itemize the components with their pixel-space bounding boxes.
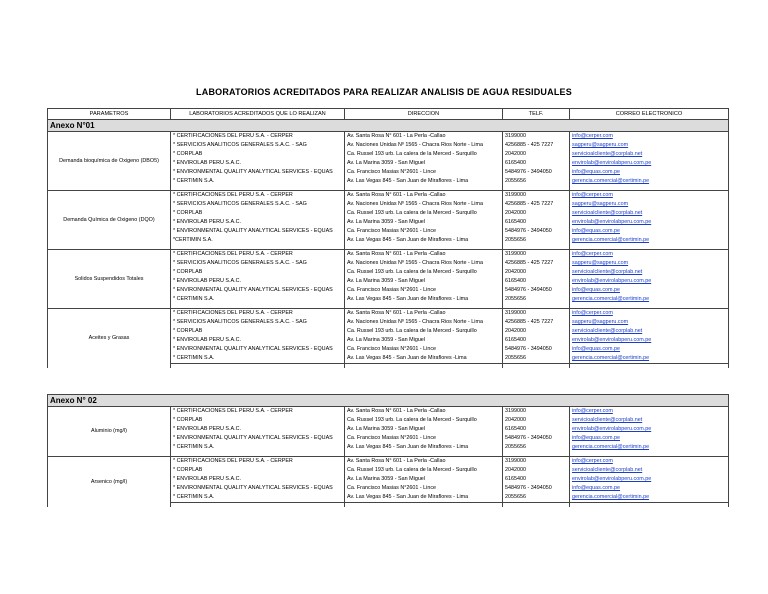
phone-cell: 2042000	[503, 150, 570, 159]
email-cell	[570, 277, 729, 286]
address-cell: Av. Santa Rosa N° 601 - La Perla -Callao	[345, 407, 503, 417]
address-cell: Av. La Marina 3059 - San Miguel	[345, 336, 503, 345]
address-cell: Av. Las Vegas 845 - San Juan de Miraflores - Lima	[345, 493, 503, 503]
phone-cell: 2055656	[503, 236, 570, 245]
address-cell: Av. Santa Rosa N° 601 - La Perla -Callao	[345, 250, 503, 260]
email-link[interactable]: info@cerper.com	[572, 408, 613, 414]
email-link[interactable]: envirolab@envirolabperu.com.pe	[572, 476, 652, 482]
laboratory-cell: * ENVIROLAB PERU S.A.C.	[171, 159, 345, 168]
email-cell	[570, 159, 729, 168]
phone-cell: 5484976 - 3494050	[503, 345, 570, 354]
laboratory-cell: * SERVICIOS ANALITICOS GENERALES S.A.C. - SAG	[171, 200, 345, 209]
email-link[interactable]: servicioalcliente@corplab.net	[572, 467, 643, 473]
laboratory-cell: * ENVIROLAB PERU S.A.C.	[171, 425, 345, 434]
laboratory-cell: * ENVIRONMENTAL QUALITY ANALYTICAL SERVICES - EQUAS	[171, 434, 345, 443]
laboratory-cell: * CORPLAB	[171, 209, 345, 218]
header-parametros: PARAMETROS	[48, 109, 171, 120]
email-link[interactable]: info@cerper.com	[572, 192, 613, 198]
laboratory-cell: * CERTIMIN S.A.	[171, 295, 345, 304]
email-link[interactable]: info@cerper.com	[572, 133, 613, 139]
phone-cell: 2055656	[503, 177, 570, 186]
email-cell	[570, 141, 729, 150]
annex-row	[48, 395, 729, 407]
email-link[interactable]: gerencia.comercial@certimin.pe	[572, 178, 650, 184]
email-cell	[570, 309, 729, 319]
email-link[interactable]: info@equas.com.pe	[572, 169, 621, 175]
phone-cell: 2042000	[503, 416, 570, 425]
phone-cell: 5484976 - 3494050	[503, 434, 570, 443]
laboratory-cell: * CERTIFICACIONES DEL PERU S.A. - CERPER	[171, 407, 345, 417]
email-link[interactable]: servicioalcliente@corplab.net	[572, 417, 643, 423]
email-link[interactable]: servicioalcliente@corplab.net	[572, 328, 643, 334]
document-title: LABORATORIOS ACREDITADOS PARA REALIZAR ANALISIS DE AGUA RESIDUALES	[196, 87, 572, 97]
email-cell	[570, 327, 729, 336]
address-cell: Ca. Francisco Masias N°2601 - Lince	[345, 168, 503, 177]
address-cell: Ca. Francisco Masias N°2601 - Lince	[345, 345, 503, 354]
laboratory-cell: * CERTIMIN S.A.	[171, 354, 345, 364]
email-cell	[570, 318, 729, 327]
header-row	[48, 109, 729, 120]
phone-cell: 2055656	[503, 295, 570, 304]
address-cell: Av. Santa Rosa N° 601 - La Perla -Callao	[345, 309, 503, 319]
email-link[interactable]: gerencia.comercial@certimin.pe	[572, 237, 650, 243]
laboratory-cell: * CORPLAB	[171, 466, 345, 475]
address-cell: Av. Santa Rosa N° 601 - La Perla -Callao	[345, 132, 503, 142]
phone-cell: 4256885 - 425 7227	[503, 200, 570, 209]
phone-cell: 6165400	[503, 277, 570, 286]
email-cell	[570, 443, 729, 452]
phone-cell: 3199000	[503, 457, 570, 467]
phone-cell: 6165400	[503, 336, 570, 345]
email-cell	[570, 227, 729, 236]
phone-cell: 6165400	[503, 159, 570, 168]
phone-cell: 2042000	[503, 466, 570, 475]
parameter-cell: Demanda Química de Oxigeno (DQO)	[48, 191, 171, 250]
email-link[interactable]: gerencia.comercial@certimin.pe	[572, 494, 650, 500]
table-row	[48, 457, 729, 467]
phone-cell: 4256885 - 425 7227	[503, 141, 570, 150]
email-link[interactable]: sagperu@sagperu.com	[572, 260, 629, 266]
annex-label: Anexo N° 02	[48, 395, 729, 407]
email-cell	[570, 457, 729, 467]
table-row	[48, 132, 729, 142]
laboratory-cell: * CORPLAB	[171, 268, 345, 277]
email-cell	[570, 168, 729, 177]
email-cell	[570, 466, 729, 475]
phone-cell: 4256885 - 425 7227	[503, 318, 570, 327]
email-link[interactable]: info@equas.com.pe	[572, 485, 621, 491]
email-cell	[570, 425, 729, 434]
phone-cell: 2055656	[503, 443, 570, 452]
address-cell: Av. La Marina 3059 - San Miguel	[345, 425, 503, 434]
email-link[interactable]: envirolab@envirolabperu.com.pe	[572, 160, 652, 166]
email-cell	[570, 484, 729, 493]
email-link[interactable]: servicioalcliente@corplab.net	[572, 151, 643, 157]
laboratory-cell: * CERTIFICACIONES DEL PERU S.A. - CERPER	[171, 457, 345, 467]
email-cell	[570, 191, 729, 201]
email-cell	[570, 493, 729, 503]
laboratory-cell: * ENVIROLAB PERU S.A.C.	[171, 336, 345, 345]
phone-cell: 5484976 - 3494050	[503, 484, 570, 493]
email-cell	[570, 250, 729, 260]
email-link[interactable]: sagperu@sagperu.com	[572, 319, 629, 325]
email-link[interactable]: envirolab@envirolabperu.com.pe	[572, 426, 652, 432]
phone-cell: 3199000	[503, 407, 570, 417]
address-cell: Ca. Russel 193 urb. La calera de la Merced - Surquillo	[345, 268, 503, 277]
phone-cell: 2042000	[503, 327, 570, 336]
address-cell: Av. Naciones Unidas Nº 1565 - Chacra Rios Norte - Lima	[345, 318, 503, 327]
address-cell: Av. Santa Rosa N° 601 - La Perla -Callao	[345, 457, 503, 467]
laboratory-cell: * ENVIRONMENTAL QUALITY ANALYTICAL SERVICES - EQUAS	[171, 345, 345, 354]
laboratory-cell: * CERTIFICACIONES DEL PERU S.A. - CERPER	[171, 191, 345, 201]
address-cell: Av. La Marina 3059 - San Miguel	[345, 475, 503, 484]
laboratory-cell: * ENVIRONMENTAL QUALITY ANALYTICAL SERVICES - EQUAS	[171, 168, 345, 177]
parameter-cell: Solidos Suspendidos Totales	[48, 250, 171, 309]
laboratory-cell: * CERTIFICACIONES DEL PERU S.A. - CERPER	[171, 250, 345, 260]
email-link[interactable]: info@cerper.com	[572, 251, 613, 257]
email-link[interactable]: envirolab@envirolabperu.com.pe	[572, 219, 652, 225]
address-cell: Ca. Russel 193 urb. La calera de la Merced - Surquillo	[345, 416, 503, 425]
email-link[interactable]: sagperu@sagperu.com	[572, 142, 629, 148]
parameter-cell: Arsenico (mg/l)	[48, 457, 171, 508]
email-cell	[570, 150, 729, 159]
phone-cell: 2042000	[503, 268, 570, 277]
address-cell: Av. Santa Rosa N° 601 - La Perla -Callao	[345, 191, 503, 201]
table-row	[48, 250, 729, 260]
email-cell	[570, 295, 729, 304]
email-link[interactable]: envirolab@envirolabperu.com.pe	[572, 278, 652, 284]
email-cell	[570, 416, 729, 425]
header-laboratorios: LABORATORIOS ACREDITADOS QUE LO REALIZAN	[171, 109, 345, 120]
address-cell: Av. La Marina 3059 - San Miguel	[345, 218, 503, 227]
address-cell: Ca. Russel 193 urb. La calera de la Merced - Surquillo	[345, 209, 503, 218]
parameter-cell: Aluminio (mg/l)	[48, 407, 171, 457]
email-link[interactable]: servicioalcliente@corplab.net	[572, 269, 643, 275]
email-cell	[570, 434, 729, 443]
annex-label: Anexo N°01	[48, 120, 729, 132]
laboratory-cell: * SERVICIOS ANALITICOS GENERALES S.A.C. - SAG	[171, 318, 345, 327]
table-row	[48, 191, 729, 201]
header-direccion: DIRECCION	[345, 109, 503, 120]
email-cell	[570, 336, 729, 345]
address-cell: Av. Las Vegas 845 - San Juan de Miraflores -Lima	[345, 354, 503, 364]
address-cell: Ca. Francisco Masias N°2601 - Lince	[345, 484, 503, 493]
parameter-cell: Demanda bioquímica de Oxigeno (DBO5)	[48, 132, 171, 191]
annex-row	[48, 120, 729, 132]
phone-cell: 3199000	[503, 132, 570, 142]
address-cell: Av. Naciones Unidas Nº 1565 - Chacra Rios Norte - Lima	[345, 259, 503, 268]
phone-cell: 6165400	[503, 425, 570, 434]
email-link[interactable]: gerencia.comercial@certimin.pe	[572, 444, 650, 450]
laboratory-cell: *CERTIMIN S.A.	[171, 236, 345, 245]
header-telefono: TELF.	[503, 109, 570, 120]
phone-cell: 5484976 - 3494050	[503, 227, 570, 236]
laboratory-cell: * CORPLAB	[171, 327, 345, 336]
email-link[interactable]: info@equas.com.pe	[572, 228, 621, 234]
email-cell	[570, 475, 729, 484]
email-link[interactable]: servicioalcliente@corplab.net	[572, 210, 643, 216]
laboratory-cell: * CERTIMIN S.A.	[171, 177, 345, 186]
address-cell: Ca. Russel 193 urb. La calera de la Merced - Surquillo	[345, 327, 503, 336]
email-cell	[570, 200, 729, 209]
phone-cell: 6165400	[503, 218, 570, 227]
phone-cell: 3199000	[503, 250, 570, 260]
phone-cell: 2055656	[503, 354, 570, 364]
phone-cell: 2042000	[503, 209, 570, 218]
address-cell: Ca. Francisco Masias N°2601 - Lince	[345, 286, 503, 295]
phone-cell: 3199000	[503, 191, 570, 201]
email-cell	[570, 209, 729, 218]
email-cell	[570, 407, 729, 417]
laboratory-cell: * CERTIFICACIONES DEL PERU S.A. - CERPER	[171, 309, 345, 319]
laboratory-cell: * ENVIRONMENTAL QUALITY ANALYTICAL SERVICES - EQUAS	[171, 227, 345, 236]
address-cell: Av. La Marina 3059 - San Miguel	[345, 159, 503, 168]
email-cell	[570, 177, 729, 186]
email-link[interactable]: info@cerper.com	[572, 458, 613, 464]
email-cell	[570, 132, 729, 142]
address-cell: Av. Naciones Unidas Nº 1565 - Chacra Rios Norte - Lima	[345, 141, 503, 150]
email-cell	[570, 236, 729, 245]
email-cell	[570, 286, 729, 295]
phone-cell: 2055656	[503, 493, 570, 503]
email-cell	[570, 259, 729, 268]
email-cell	[570, 218, 729, 227]
table-row	[48, 407, 729, 417]
parameter-cell: Aceites y Grasas	[48, 309, 171, 369]
laboratory-cell: * ENVIRONMENTAL QUALITY ANALYTICAL SERVICES - EQUAS	[171, 286, 345, 295]
phone-cell: 5484976 - 3494050	[503, 168, 570, 177]
address-cell: Av. Las Vegas 845 - San Juan de Miraflores - Lima	[345, 236, 503, 245]
table-row	[48, 309, 729, 319]
laboratory-cell: * SERVICIOS ANALITICOS GENERALES S.A.C. - SAG	[171, 141, 345, 150]
address-cell: Av. La Marina 3059 - San Miguel	[345, 277, 503, 286]
address-cell: Ca. Francisco Masias N°2601 - Lince	[345, 434, 503, 443]
laboratory-cell: * ENVIROLAB PERU S.A.C.	[171, 218, 345, 227]
header-correo: CORREO ELECTRONICO	[570, 109, 729, 120]
laboratory-cell: * ENVIRONMENTAL QUALITY ANALYTICAL SERVICES - EQUAS	[171, 484, 345, 493]
phone-cell: 6165400	[503, 475, 570, 484]
laboratory-cell: * ENVIROLAB PERU S.A.C.	[171, 277, 345, 286]
email-link[interactable]: sagperu@sagperu.com	[572, 201, 629, 207]
phone-cell: 3199000	[503, 309, 570, 319]
email-cell	[570, 354, 729, 364]
email-link[interactable]: gerencia.comercial@certimin.pe	[572, 296, 650, 302]
address-cell: Ca. Russel 193 urb. La calera de la Merced - Surquillo	[345, 150, 503, 159]
email-link[interactable]: info@cerper.com	[572, 310, 613, 316]
email-cell	[570, 345, 729, 354]
laboratory-cell: * CERTIMIN S.A.	[171, 493, 345, 503]
address-cell: Ca. Russel 193 urb. La calera de la Merced - Surquillo	[345, 466, 503, 475]
email-link[interactable]: info@equas.com.pe	[572, 346, 621, 352]
email-link[interactable]: info@equas.com.pe	[572, 287, 621, 293]
phone-cell: 5484976 - 3494050	[503, 286, 570, 295]
email-cell	[570, 268, 729, 277]
address-cell: Av. Las Vegas 845 - San Juan de Miraflores - Lima	[345, 177, 503, 186]
phone-cell: 4256885 - 425 7227	[503, 259, 570, 268]
laboratory-cell: * CORPLAB	[171, 150, 345, 159]
email-link[interactable]: info@equas.com.pe	[572, 435, 621, 441]
email-link[interactable]: envirolab@envirolabperu.com.pe	[572, 337, 652, 343]
laboratory-cell: * CORPLAB	[171, 416, 345, 425]
address-cell: Av. Las Vegas 845 - San Juan de Miraflores - Lima	[345, 295, 503, 304]
address-cell: Av. Naciones Unidas Nº 1565 - Chacra Rios Norte - Lima	[345, 200, 503, 209]
laboratories-table	[47, 108, 729, 507]
laboratory-cell: * CERTIFICACIONES DEL PERU S.A. - CERPER	[171, 132, 345, 142]
section-gap	[48, 368, 729, 395]
laboratory-cell: * SERVICIOS ANALITICOS GENERALES S.A.C. - SAG	[171, 259, 345, 268]
laboratory-cell: * ENVIROLAB PERU S.A.C.	[171, 475, 345, 484]
laboratory-cell: * CERTIMIN S.A.	[171, 443, 345, 452]
address-cell: Av. Las Vegas 845 - San Juan de Miraflores - Lima	[345, 443, 503, 452]
address-cell: Ca. Francisco Masias N°2601 - Lince	[345, 227, 503, 236]
email-link[interactable]: gerencia.comercial@certimin.pe	[572, 355, 650, 361]
